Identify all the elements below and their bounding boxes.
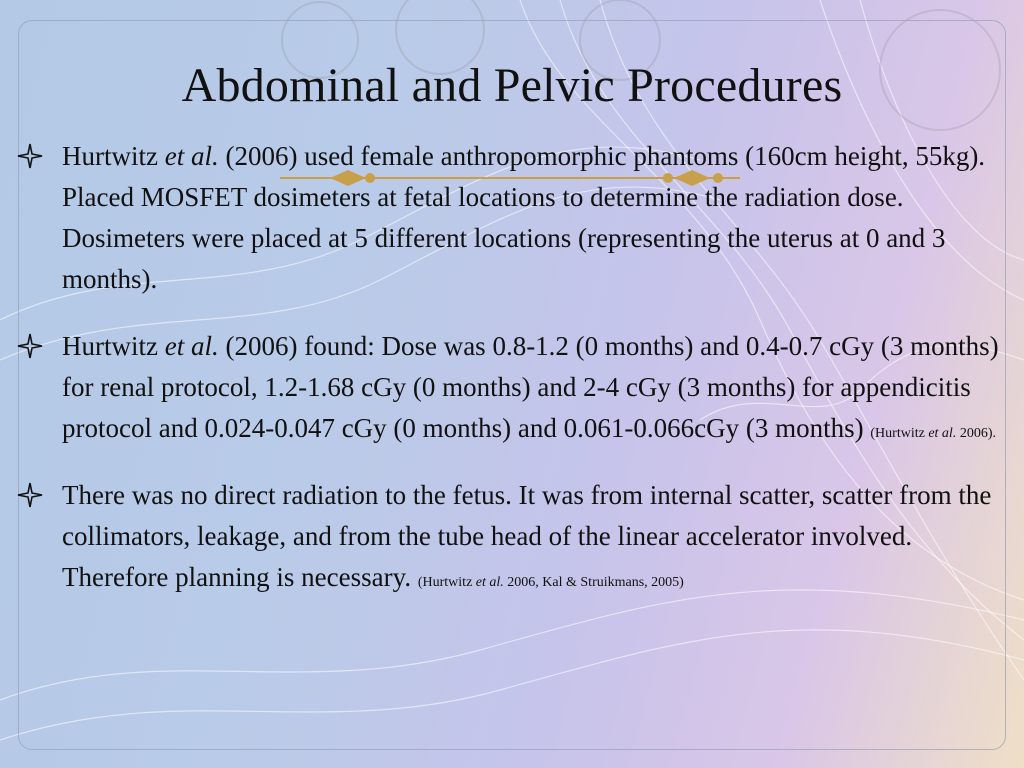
bullet-item — [14, 136, 1018, 300]
bullet-item — [14, 326, 1018, 449]
bullet-text: There was no direct radiation to the fetus. It was from internal scatter, scatter from the collimators, leakage, and from the tube head of the linear accelerator involved. Therefore planning is necessary. (Hurtwitz et al. 2006, Kal & Struikmans, 2005) — [62, 480, 992, 592]
four-point-star-icon — [16, 481, 44, 509]
four-point-star-icon — [16, 142, 44, 170]
citation: (Hurtwitz et al. 2006). — [870, 426, 996, 441]
bullet-list — [14, 136, 1018, 624]
citation: (Hurtwitz et al. 2006, Kal & Struikmans, 2005) — [417, 575, 684, 590]
bullet-text: Hurtwitz et al. (2006) used female anthropomorphic phantoms (160cm height, 55kg). Placed MOSFET dosimeters at fetal locations to determine the radiation dose. Dosimeters were placed at 5 different locations (representing the uterus at 0 and 3 months). — [62, 141, 986, 294]
bullet-item — [14, 475, 1018, 598]
four-point-star-icon — [16, 332, 44, 360]
bullet-text: Hurtwitz et al. (2006) found: Dose was 0.8-1.2 (0 months) and 0.4-0.7 cGy (3 months) for renal protocol, 1.2-1.68 cGy (0 months) and 2-4 cGy (3 months) for appendicitis protocol and 0.024-0.047 cGy (0 months) and 0.061-0.066cGy (3 months) (Hurtwitz et al. 2006). — [62, 331, 999, 443]
slide-title: Abdominal and Pelvic Procedures — [181, 59, 843, 112]
